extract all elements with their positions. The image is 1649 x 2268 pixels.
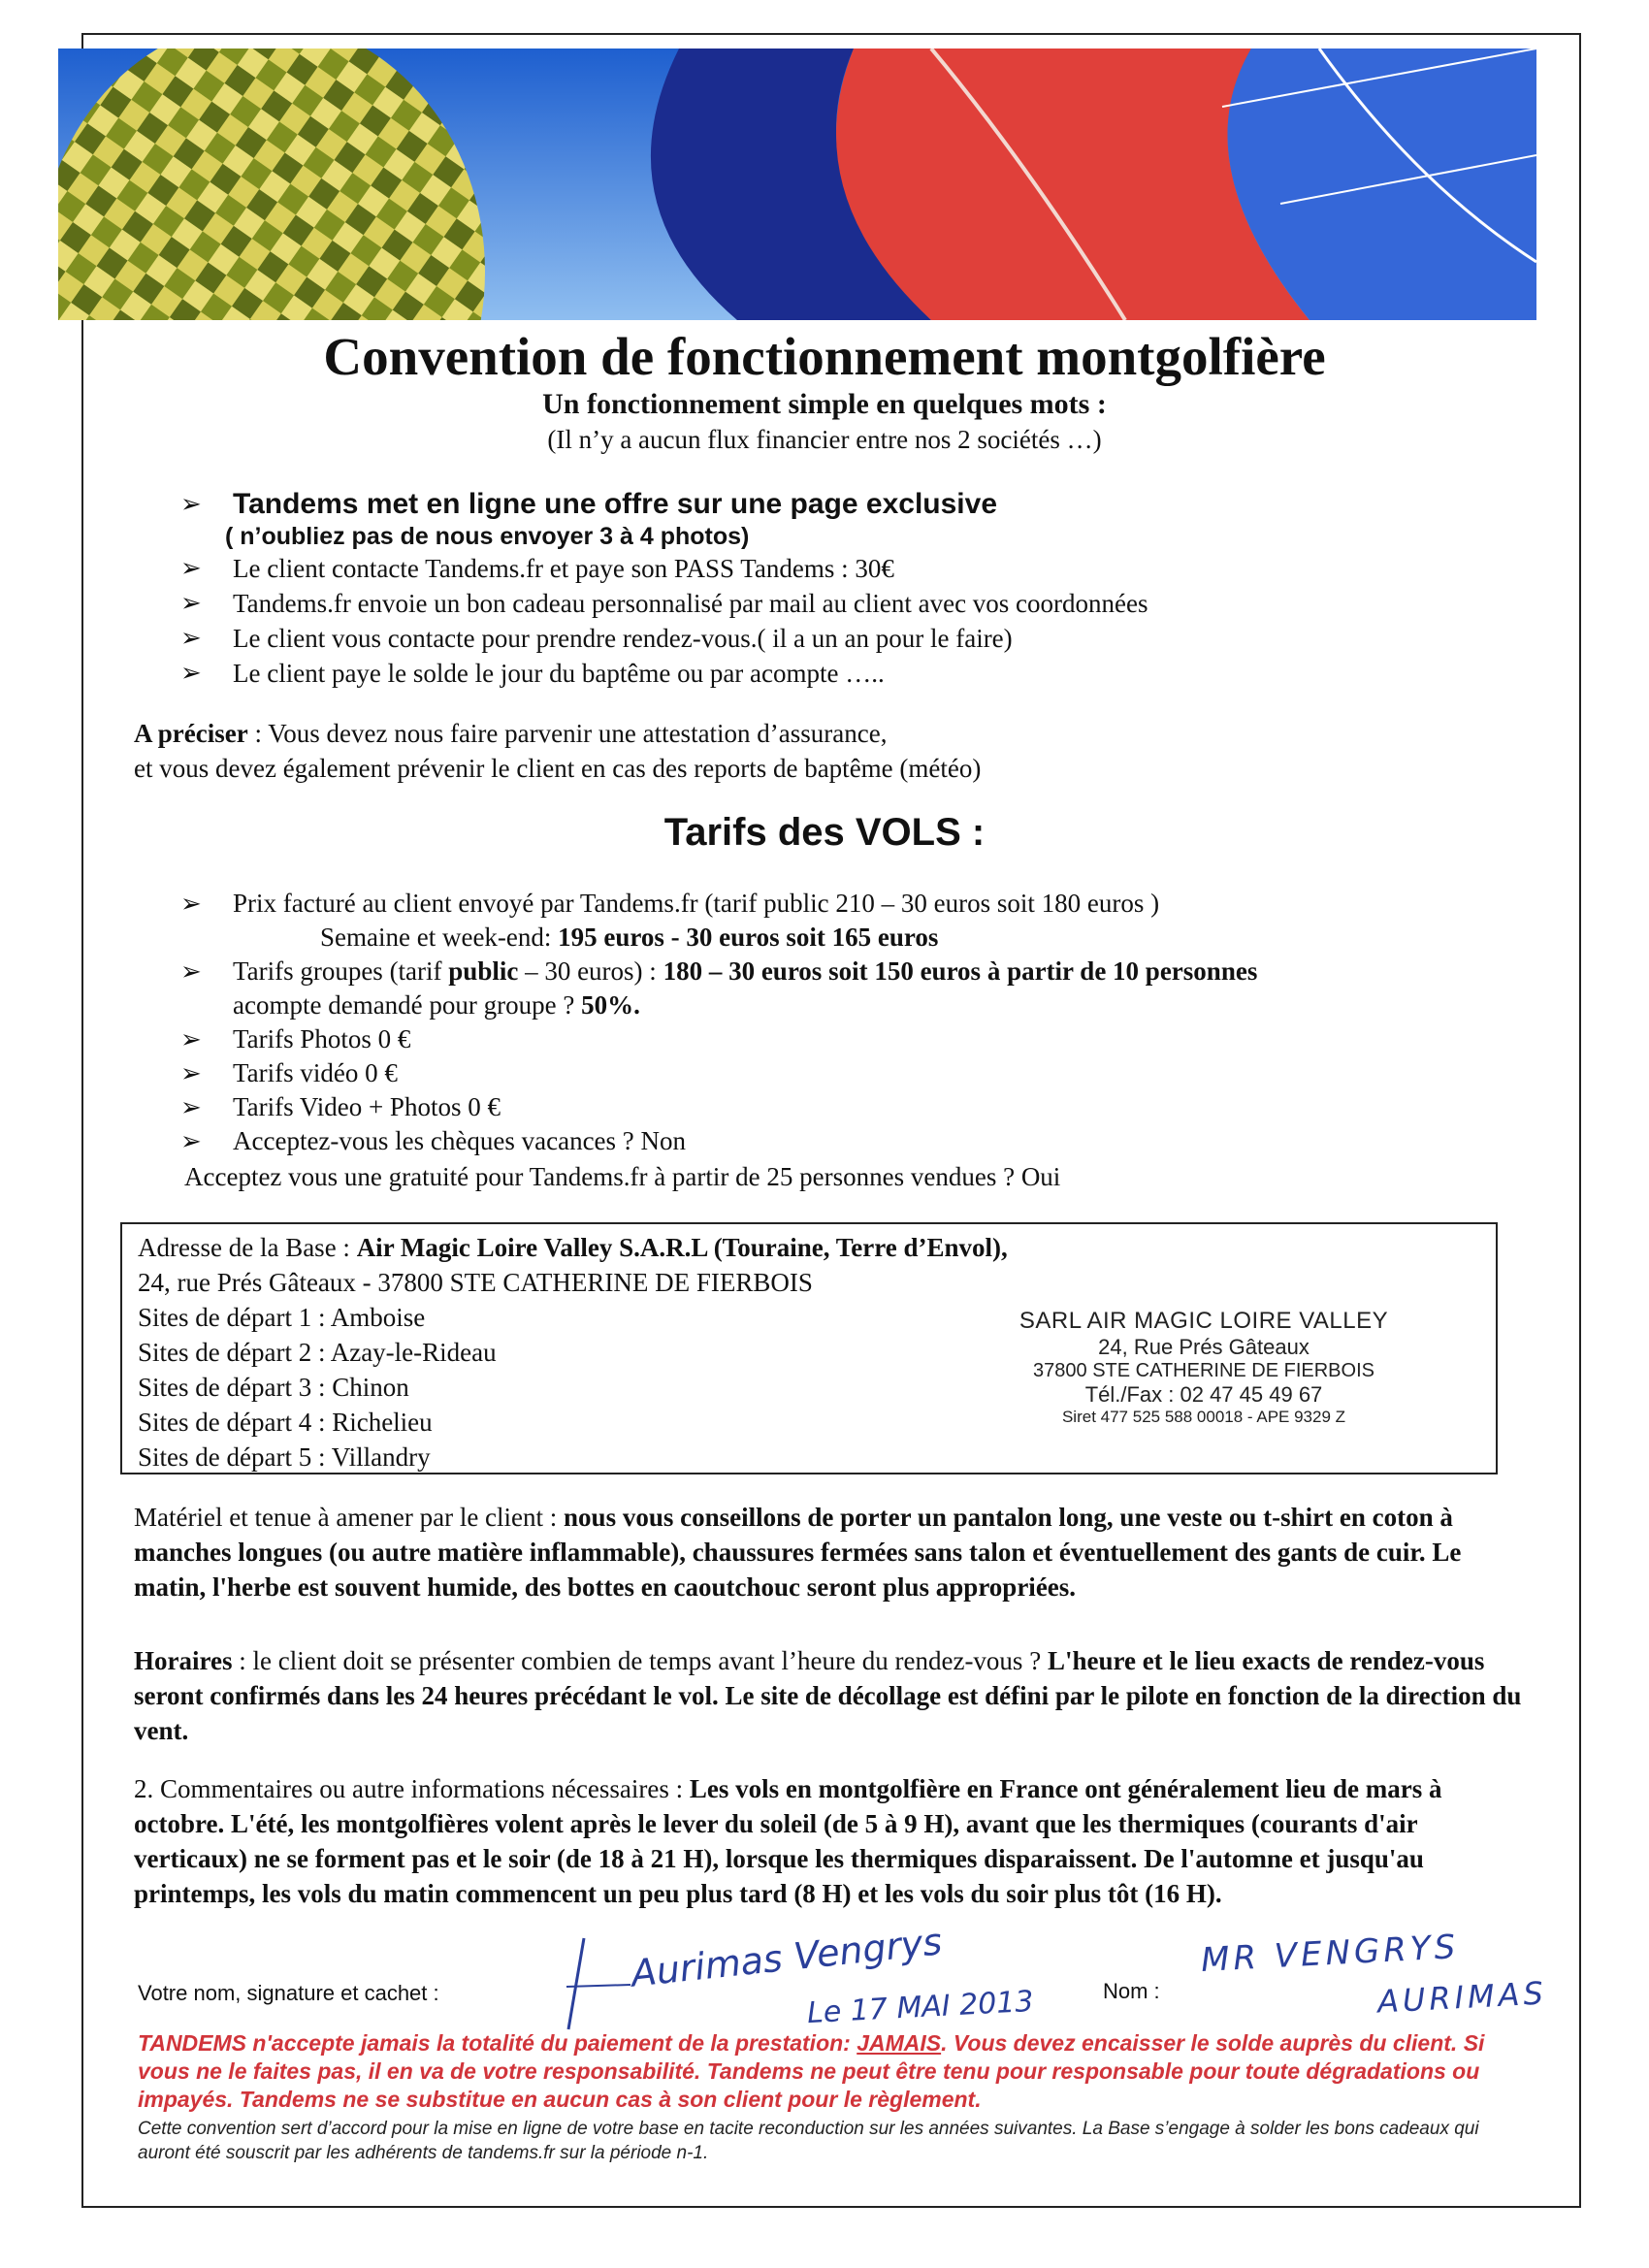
list-item — [180, 586, 1148, 621]
step-note: ( n’oubliez pas de nous envoyer 3 à 4 photos) — [225, 523, 750, 550]
step-text: Tandems.fr envoie un bon cadeau personnalisé par mail au client avec vos coordonnées — [233, 589, 1148, 618]
stamp-tel: Tél./Fax : 02 47 45 49 67 — [1084, 1382, 1323, 1407]
tarif-text: Tarifs vidéo 0 € — [233, 1058, 398, 1087]
list-item — [180, 656, 1148, 691]
commentaires-text: Les vols en montgolfière en France ont généralement lieu de mars à octobre. L'été, les montgolfières volent après le lever du soleil (de 5 à 9 H), avant que les thermiques (courants d'air verticaux) ne se forment pas et le soir (de 18 à 21 H), lorsque les thermiques disparaissent. De l'automne et jusqu'au printemps, les vols du matin commencent un peu plus tard (8 H) et les vols du soir plus tôt (16 H). — [134, 1774, 1442, 1908]
address-lines — [138, 1230, 1008, 1474]
arrow-bullet-icon: ➢ — [180, 589, 202, 617]
process-steps-list — [180, 487, 1148, 691]
commentaires-paragraph — [134, 1771, 1531, 1911]
tarif-semaine-value: 195 euros - 30 euros soit 165 euros — [558, 923, 939, 952]
departure-site: Sites de départ 5 : Villandry — [138, 1442, 431, 1472]
tarifs-heading: Tarifs des VOLS : — [663, 811, 986, 854]
stamp-name: SARL AIR MAGIC LOIRE VALLEY — [1018, 1308, 1389, 1334]
list-item — [180, 887, 1257, 955]
materiel-label: Matériel et tenue à amener par le client : — [134, 1503, 565, 1532]
arrow-bullet-icon: ➢ — [180, 554, 202, 582]
tarif-text: Prix facturé au client envoyé par Tandems.fr (tarif public 210 – 30 euros soit 180 euros ) — [233, 889, 1160, 918]
arrow-bullet-icon: ➢ — [180, 1059, 202, 1087]
preciser-block — [134, 716, 1540, 786]
tarif-groupe-value: 180 – 30 euros soit 150 euros à partir de 10 personnes — [663, 956, 1258, 986]
horaires-paragraph — [134, 1643, 1531, 1748]
document-title: Convention de fonctionnement montgolfière — [323, 327, 1326, 386]
gratuite-question: Acceptez vous une gratuité pour Tandems.fr à partir de 25 personnes vendues ? Oui — [184, 1162, 1061, 1191]
company-stamp — [1015, 1308, 1393, 1427]
arrow-bullet-icon: ➢ — [180, 659, 202, 687]
acompte-label: acompte demandé pour groupe ? — [233, 990, 582, 1020]
arrow-bullet-icon: ➢ — [180, 1025, 202, 1053]
step-text: Tandems met en ligne une offre sur une page exclusive — [233, 488, 997, 520]
address-box — [120, 1222, 1498, 1474]
address-line-1 — [138, 1230, 1008, 1265]
horaires-question: : le client doit se présenter combien de temps avant l’heure du rendez-vous ? — [232, 1646, 1048, 1675]
balloon-banner-image — [58, 49, 1536, 320]
handwritten-name: Aurimas Vengrys — [629, 1920, 945, 1995]
handwritten-date: Le 17 MAI 2013 — [806, 1984, 1035, 2031]
subtitle: Un fonctionnement simple en quelques mots : — [542, 388, 1107, 420]
materiel-text: nous vous conseillons de porter un pantalon long, une veste ou t-shirt en coton à manches longues (ou autre matière inflammable), chaussures fermées sans talon et éventuellement des gants de cuir. Le matin, l'herbe est souvent humide, des bottes en caoutchouc seront plus appropriées. — [134, 1503, 1462, 1602]
fine-print: Cette convention sert d’accord pour la mise en ligne de votre base en tacite reconduction sur les années suivantes. La Base s’engage à solder les bons cadeaux qui auront été souscrit par les adhérents de tandems.fr sur la période n-1. — [138, 2119, 1479, 2163]
list-item — [180, 487, 1148, 551]
list-item — [180, 1090, 1257, 1124]
arrow-bullet-icon: ➢ — [180, 890, 202, 918]
stamp-city: 37800 STE CATHERINE DE FIERBOIS — [1033, 1360, 1374, 1381]
address-line-2: 24, rue Prés Gâteaux - 37800 STE CATHERINE DE FIERBOIS — [138, 1268, 813, 1297]
list-item — [180, 1124, 1257, 1158]
list-item — [180, 1056, 1257, 1090]
arrow-bullet-icon: ➢ — [180, 624, 202, 652]
preciser-line2: et vous devez également prévenir le client en cas des reports de baptême (météo) — [134, 754, 982, 783]
list-item — [180, 621, 1148, 656]
arrow-bullet-icon: ➢ — [180, 957, 202, 986]
departure-site: Sites de départ 3 : Chinon — [138, 1373, 409, 1402]
acompte-value: 50%. — [581, 990, 640, 1020]
tarif-groupe-mid: – 30 euros) : — [518, 956, 663, 986]
materiel-paragraph — [134, 1500, 1531, 1604]
warning-jamais: JAMAIS — [857, 2030, 942, 2056]
commentaires-label: 2. Commentaires ou autre informations nécessaires : — [134, 1774, 690, 1803]
signature-label: Votre nom, signature et cachet : — [138, 1981, 439, 2005]
horaires-text: L'heure et le lieu exacts de rendez-vous seront confirmés dans les 24 heures précédant le vol. Le site de décollage est défini par le pilote en fonction de la direction du vent. — [134, 1646, 1522, 1745]
departure-site: Sites de départ 4 : Richelieu — [138, 1408, 433, 1437]
tarif-groupe-pre: Tarifs groupes (tarif — [233, 956, 449, 986]
departure-site: Sites de départ 2 : Azay-le-Rideau — [138, 1338, 497, 1367]
stamp-street: 24, Rue Prés Gâteaux — [1098, 1335, 1310, 1359]
horaires-label: Horaires — [134, 1646, 233, 1675]
step-text: Le client contacte Tandems.fr et paye son PASS Tandems : 30€ — [233, 554, 894, 583]
stamp-siret: Siret 477 525 588 00018 - APE 9329 Z — [1061, 1408, 1346, 1426]
list-item — [180, 551, 1148, 586]
payment-warning — [138, 2029, 1535, 2114]
hot-air-balloon-photo — [58, 49, 1536, 320]
tarif-groupe-public: public — [448, 956, 519, 986]
tarif-text: Acceptez-vous les chèques vacances ? Non — [233, 1126, 687, 1155]
step-text: Le client vous contacte pour prendre rendez-vous.( il a un an pour le faire) — [233, 624, 1013, 653]
warning-text-post: . Vous devez encaisser le solde auprès du client. Si vous ne le faites pas, il en va de votre responsabilité. Tandems ne peut être tenu pour responsable pour toute dégradations ou impayés. Tandems ne se substitue en aucun cas à son client pour le règlement. — [138, 2030, 1485, 2112]
handwritten-nom-line1: MR VENGRYS — [1200, 1928, 1461, 1980]
tarif-text: Tarifs Photos 0 € — [233, 1024, 411, 1053]
list-item — [180, 955, 1257, 1022]
subtitle-note: (Il n’y a aucun flux financier entre nos 2 sociétés …) — [547, 425, 1102, 454]
handwritten-nom-line2: AURIMAS — [1376, 1974, 1548, 2021]
nom-label: Nom : — [1103, 1979, 1160, 2003]
list-item — [180, 1022, 1257, 1056]
tarif-semaine-label: Semaine et week-end: — [320, 923, 559, 952]
preciser-line1: : Vous devez nous faire parvenir une attestation d’assurance, — [247, 719, 888, 748]
company-name: Air Magic Loire Valley S.A.R.L (Touraine, Terre d’Envol), — [356, 1233, 1008, 1262]
warning-text-pre: TANDEMS n'accepte jamais la totalité du paiement de la prestation: — [138, 2030, 857, 2056]
address-label: Adresse de la Base : — [138, 1233, 357, 1262]
tarif-semaine — [320, 923, 938, 952]
tarif-text: Tarifs Video + Photos 0 € — [233, 1092, 501, 1121]
preciser-label: A préciser — [134, 719, 248, 748]
arrow-bullet-icon: ➢ — [180, 490, 202, 518]
step-text: Le client paye le solde le jour du baptême ou par acompte ….. — [233, 659, 885, 688]
arrow-bullet-icon: ➢ — [180, 1127, 202, 1155]
tarifs-list — [180, 887, 1257, 1158]
departure-site: Sites de départ 1 : Amboise — [138, 1303, 426, 1332]
arrow-bullet-icon: ➢ — [180, 1093, 202, 1121]
